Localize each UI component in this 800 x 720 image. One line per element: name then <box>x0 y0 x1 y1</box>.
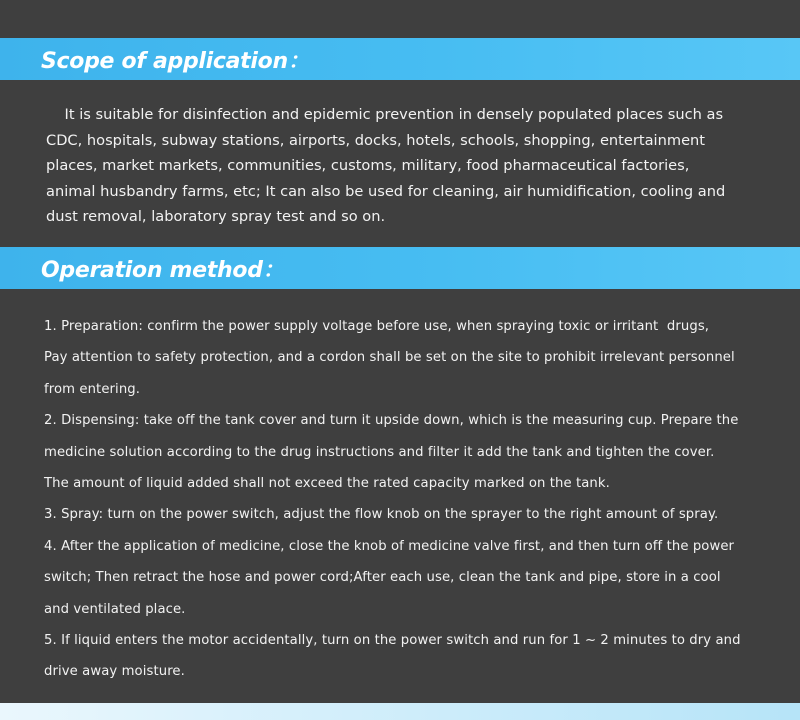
operation-line: 3. Spray: turn on the power switch, adjust the flow knob on the sprayer to the right amount of spray. <box>44 507 719 523</box>
scope-paragraph <box>46 102 766 230</box>
bottom-decorative-strip <box>0 703 800 720</box>
scope-line: animal husbandry farms, etc; It can also be used for cleaning, air humidification, cooling and <box>46 182 726 200</box>
scope-line: dust removal, laboratory spray test and so on. <box>46 208 386 226</box>
operation-line: 1. Preparation: confirm the power supply voltage before use, when spraying toxic or irritant drugs, <box>44 319 710 334</box>
operation-line: 5. If liquid enters the motor accidentally, turn on the power switch and run for 1 ~ 2 minutes to dry and <box>44 633 741 649</box>
operation-banner <box>0 247 800 289</box>
operation-line: 4. After the application of medicine, close the knob of medicine valve first, and then turn off the power <box>44 538 735 554</box>
operation-line: medicine solution according to the drug instructions and filter it add the tank and tighten the cover. <box>44 444 715 460</box>
scope-line: It is suitable for disinfection and epidemic prevention in densely populated places such as <box>46 106 724 123</box>
operation-line: The amount of liquid added shall not exceed the rated capacity marked on the tank. <box>44 476 610 492</box>
operation-line: from entering. <box>44 381 141 397</box>
operation-line: and ventilated place. <box>44 601 186 617</box>
operation-title: Operation method： <box>41 258 285 283</box>
operation-line: Pay attention to safety protection, and a cordon shall be set on the site to prohibit irrelevant personnel <box>44 350 735 366</box>
operation-line: switch; Then retract the hose and power cord;After each use, clean the tank and pipe, store in a cool <box>44 570 721 586</box>
operation-steps <box>44 311 784 688</box>
operation-line: 2. Dispensing: take off the tank cover and turn it upside down, which is the measuring cup. Prepare the <box>44 413 739 429</box>
scope-line: CDC, hospitals, subway stations, airports, docks, hotels, schools, shopping, entertainment <box>46 131 706 149</box>
scope-banner <box>0 38 800 80</box>
scope-title: Scope of application： <box>41 49 310 74</box>
operation-line: drive away moisture. <box>44 664 185 680</box>
scope-line: places, market markets, communities, customs, military, food pharmaceutical factories, <box>46 157 690 175</box>
